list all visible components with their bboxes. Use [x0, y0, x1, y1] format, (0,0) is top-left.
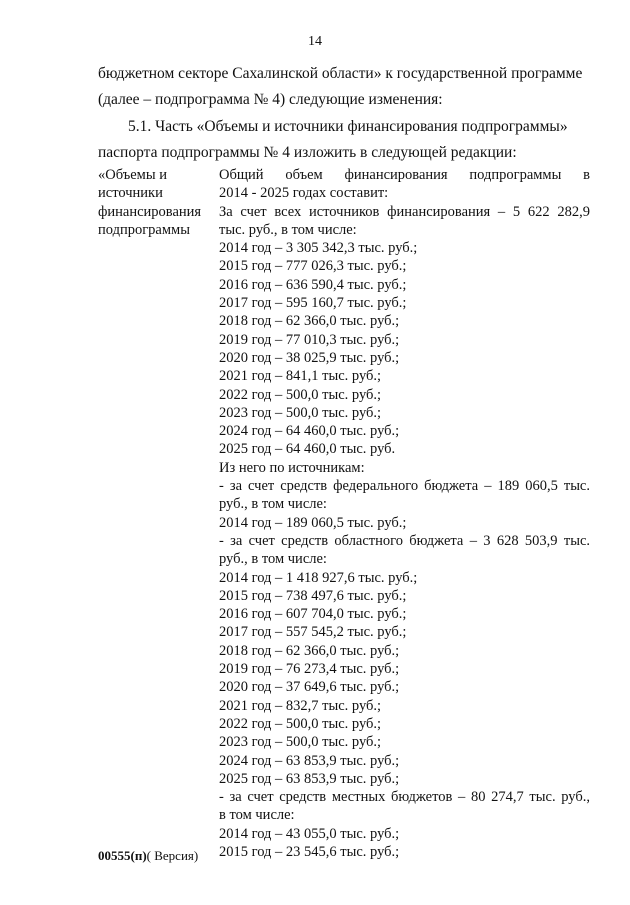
- financing-line: 2020 год – 38 025,9 тыс. руб.;: [219, 349, 400, 366]
- financing-line: 2021 год – 832,7 тыс. руб.;: [219, 697, 382, 714]
- section-label-line: «Объемы и: [98, 167, 167, 183]
- financing-line: 2016 год – 607 704,0 тыс. руб.;: [219, 606, 407, 623]
- clause-line: 5.1. Часть «Объемы и источники финансирования подпрограммы»: [128, 118, 568, 135]
- financing-line: 2023 год – 500,0 тыс. руб.;: [219, 734, 382, 751]
- financing-line: руб., в том числе:: [219, 496, 327, 513]
- financing-line: тыс. руб., в том числе:: [219, 221, 357, 238]
- financing-line: Общий объем финансирования подпрограммы в: [219, 167, 590, 183]
- financing-line: в том числе:: [219, 807, 295, 824]
- financing-line: - за счет средств федерального бюджета – 189 060,5 тыс.: [219, 478, 590, 495]
- financing-line: 2023 год – 500,0 тыс. руб.;: [219, 404, 382, 421]
- financing-line: 2019 год – 76 273,4 тыс. руб.;: [219, 661, 400, 678]
- financing-content: [219, 166, 590, 861]
- financing-line: руб., в том числе:: [219, 551, 327, 568]
- financing-line: 2015 год – 23 545,6 тыс. руб.;: [219, 843, 400, 860]
- financing-line: 2018 год – 62 366,0 тыс. руб.;: [219, 313, 400, 330]
- financing-line: 2024 год – 64 460,0 тыс. руб.;: [219, 423, 400, 440]
- financing-line: 2014 год – 189 060,5 тыс. руб.;: [219, 514, 407, 531]
- clause-line: паспорта подпрограммы № 4 изложить в следующей редакции:: [98, 144, 517, 161]
- financing-line: 2022 год – 500,0 тыс. руб.;: [219, 715, 382, 732]
- financing-line: 2016 год – 636 590,4 тыс. руб.;: [219, 276, 407, 293]
- financing-line: Из него по источникам:: [219, 459, 365, 476]
- document-version: ( Версия): [146, 848, 199, 863]
- financing-line: 2020 год – 37 649,6 тыс. руб.;: [219, 679, 400, 696]
- financing-line: 2014 год – 1 418 927,6 тыс. руб.;: [219, 569, 418, 586]
- clause-5-1: [98, 114, 590, 166]
- financing-line: 2017 год – 557 545,2 тыс. руб.;: [219, 624, 407, 641]
- financing-line: 2025 год – 63 853,9 тыс. руб.;: [219, 770, 400, 787]
- intro-line: (далее – подпрограмма № 4) следующие изменения:: [98, 91, 443, 108]
- financing-line: 2015 год – 738 497,6 тыс. руб.;: [219, 587, 407, 604]
- section-label: [98, 166, 216, 239]
- section-label-line: источники: [98, 185, 163, 202]
- financing-line: За счет всех источников финансирования – 5 622 282,9: [219, 203, 590, 220]
- financing-line: 2014 - 2025 годах составит:: [219, 185, 389, 202]
- page-number: 14: [308, 34, 322, 49]
- section-label-line: финансирования: [98, 203, 202, 220]
- financing-line: 2014 год – 43 055,0 тыс. руб.;: [219, 825, 400, 842]
- financing-line: 2015 год – 777 026,3 тыс. руб.;: [219, 258, 407, 275]
- financing-line: - за счет средств областного бюджета – 3 628 503,9 тыс.: [219, 532, 590, 549]
- document-code: 00555(п): [98, 848, 147, 863]
- financing-line: 2025 год – 64 460,0 тыс. руб.: [219, 441, 396, 458]
- document-footer: [98, 848, 198, 864]
- financing-line: 2017 год – 595 160,7 тыс. руб.;: [219, 295, 407, 312]
- financing-line: 2014 год – 3 305 342,3 тыс. руб.;: [219, 240, 418, 257]
- financing-line: - за счет средств местных бюджетов – 80 274,7 тыс. руб.,: [219, 789, 590, 806]
- section-label-line: подпрограммы: [98, 221, 190, 238]
- intro-line: бюджетном секторе Сахалинской области» к государственной программе: [98, 65, 583, 82]
- financing-line: 2024 год – 63 853,9 тыс. руб.;: [219, 752, 400, 769]
- financing-line: 2021 год – 841,1 тыс. руб.;: [219, 368, 382, 385]
- financing-line: 2018 год – 62 366,0 тыс. руб.;: [219, 642, 400, 659]
- financing-line: 2019 год – 77 010,3 тыс. руб.;: [219, 331, 400, 348]
- intro-paragraph: [98, 61, 590, 113]
- financing-line: 2022 год – 500,0 тыс. руб.;: [219, 386, 382, 403]
